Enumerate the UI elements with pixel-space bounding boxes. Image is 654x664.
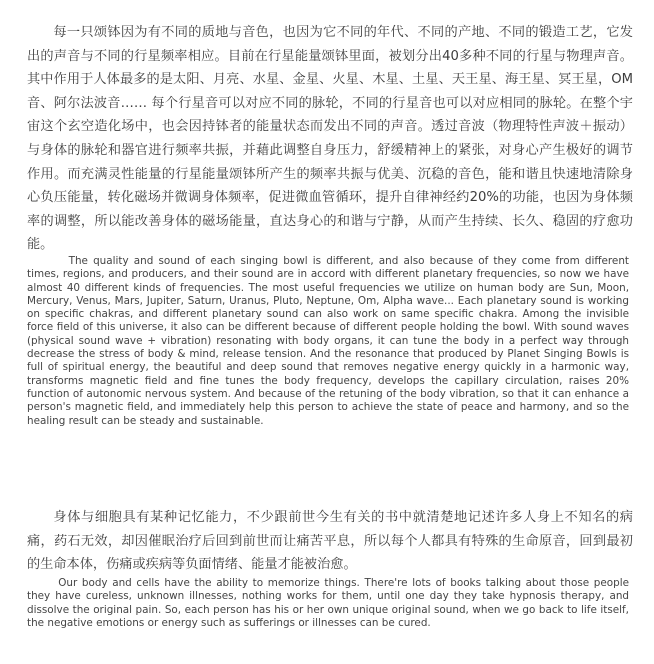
paragraph-english-singing-bowl-frequencies: The quality and sound of each singing bowl is different, and also because of they come from different times, regions, and producers, and their sound are in accord with different planetary frequencies, so now we have almost 40 different kinds of frequencies. The most useful frequencies we utilize on human body are Sun, Moon, Mercury, Venus, Mars, Jupiter, Saturn, Uranus, Pluto, Neptune, Om, Alpha wave... Each planetary sound is working on specific chakras, and different planetary sound can also work on same specific chakra. Among the invisible force field of this universe, it also can be different because of different people holding the bowl. With sound waves (physical sound wave + vibration) resonating with body organs, it can tune the body in a perfect way through decrease the stress of body & mind, release tension. And the resonance that produced by Planet Singing Bowls is full of spiritual energy, the beautiful and deep sound that removes negative energy quickly in a harmonic way, transforms magnetic field and fine tunes the body frequency, develops the capillary circulation, raises 20% function of autonomic nervous system. And because of the retuning of the body vibration, so that it can enhance a person's magnetic field, and immediately help this person to achieve the state of peace and harmony, and so the healing result can be steady and sustainable. [27,255,629,427]
paragraph-english-body-memory: Our body and cells have the ability to memorize things. There're lots of books talking about those people they have cureless, unknown illnesses, nothing works for them, until one day they take hypnosis therapy, and dissolve the original pain. So, each person has his or her own unique original sound, when we go back to life itself, the negative emotions or energy such as sufferings or illnesses can be cured. [27,577,629,629]
paragraph-chinese-singing-bowl-frequencies: 每一只颂钵因为有不同的质地与音色，也因为它不同的年代、不同的产地、不同的锻造工艺，它发出的声音与不同的行星频率相应。目前在行星能量颂钵里面，被划分出40多种不同的行星与物理声音。其中作用于人体最多的是太阳、月亮、水星、金星、火星、木星、土星、天王星、海王星、冥王星，OM音、阿尔法波音…… 每个行星音可以对应不同的脉轮，不同的行星音也可以对应相同的脉轮。在整个宇宙这个玄空造化场中，也会因持钵者的能量状态而发出不同的声音。透过音波（物理特性声波＋振动）与身体的脉轮和器官进行频率共振，并藉此调整自身压力，舒缓精神上的紧张，对身心产生极好的调节作用。而充满灵性能量的行星能量颂钵所产生的频率共振与优美、沉稳的音色，能和谐且快速地清除身心负压能量，转化磁场并微调身体频率，促进微血管循环，提升自律神经约20%的功能，也因为身体频率的调整，所以能改善身体的磁场能量，直达身心的和谐与宁静，从而产生持续、长久、稳固的疗愈功能。 [27,25,633,253]
paragraph-chinese-body-memory: 身体与细胞具有某种记忆能力，不少跟前世今生有关的书中就清楚地记述许多人身上不知名的病痛，药石无效，却因催眠治疗后回到前世而让痛苦平息，所以每个人都具有特殊的生命原音，回到最初的生命本体，伤痛或疾病等负面情绪、能量才能被治愈。 [27,510,633,573]
